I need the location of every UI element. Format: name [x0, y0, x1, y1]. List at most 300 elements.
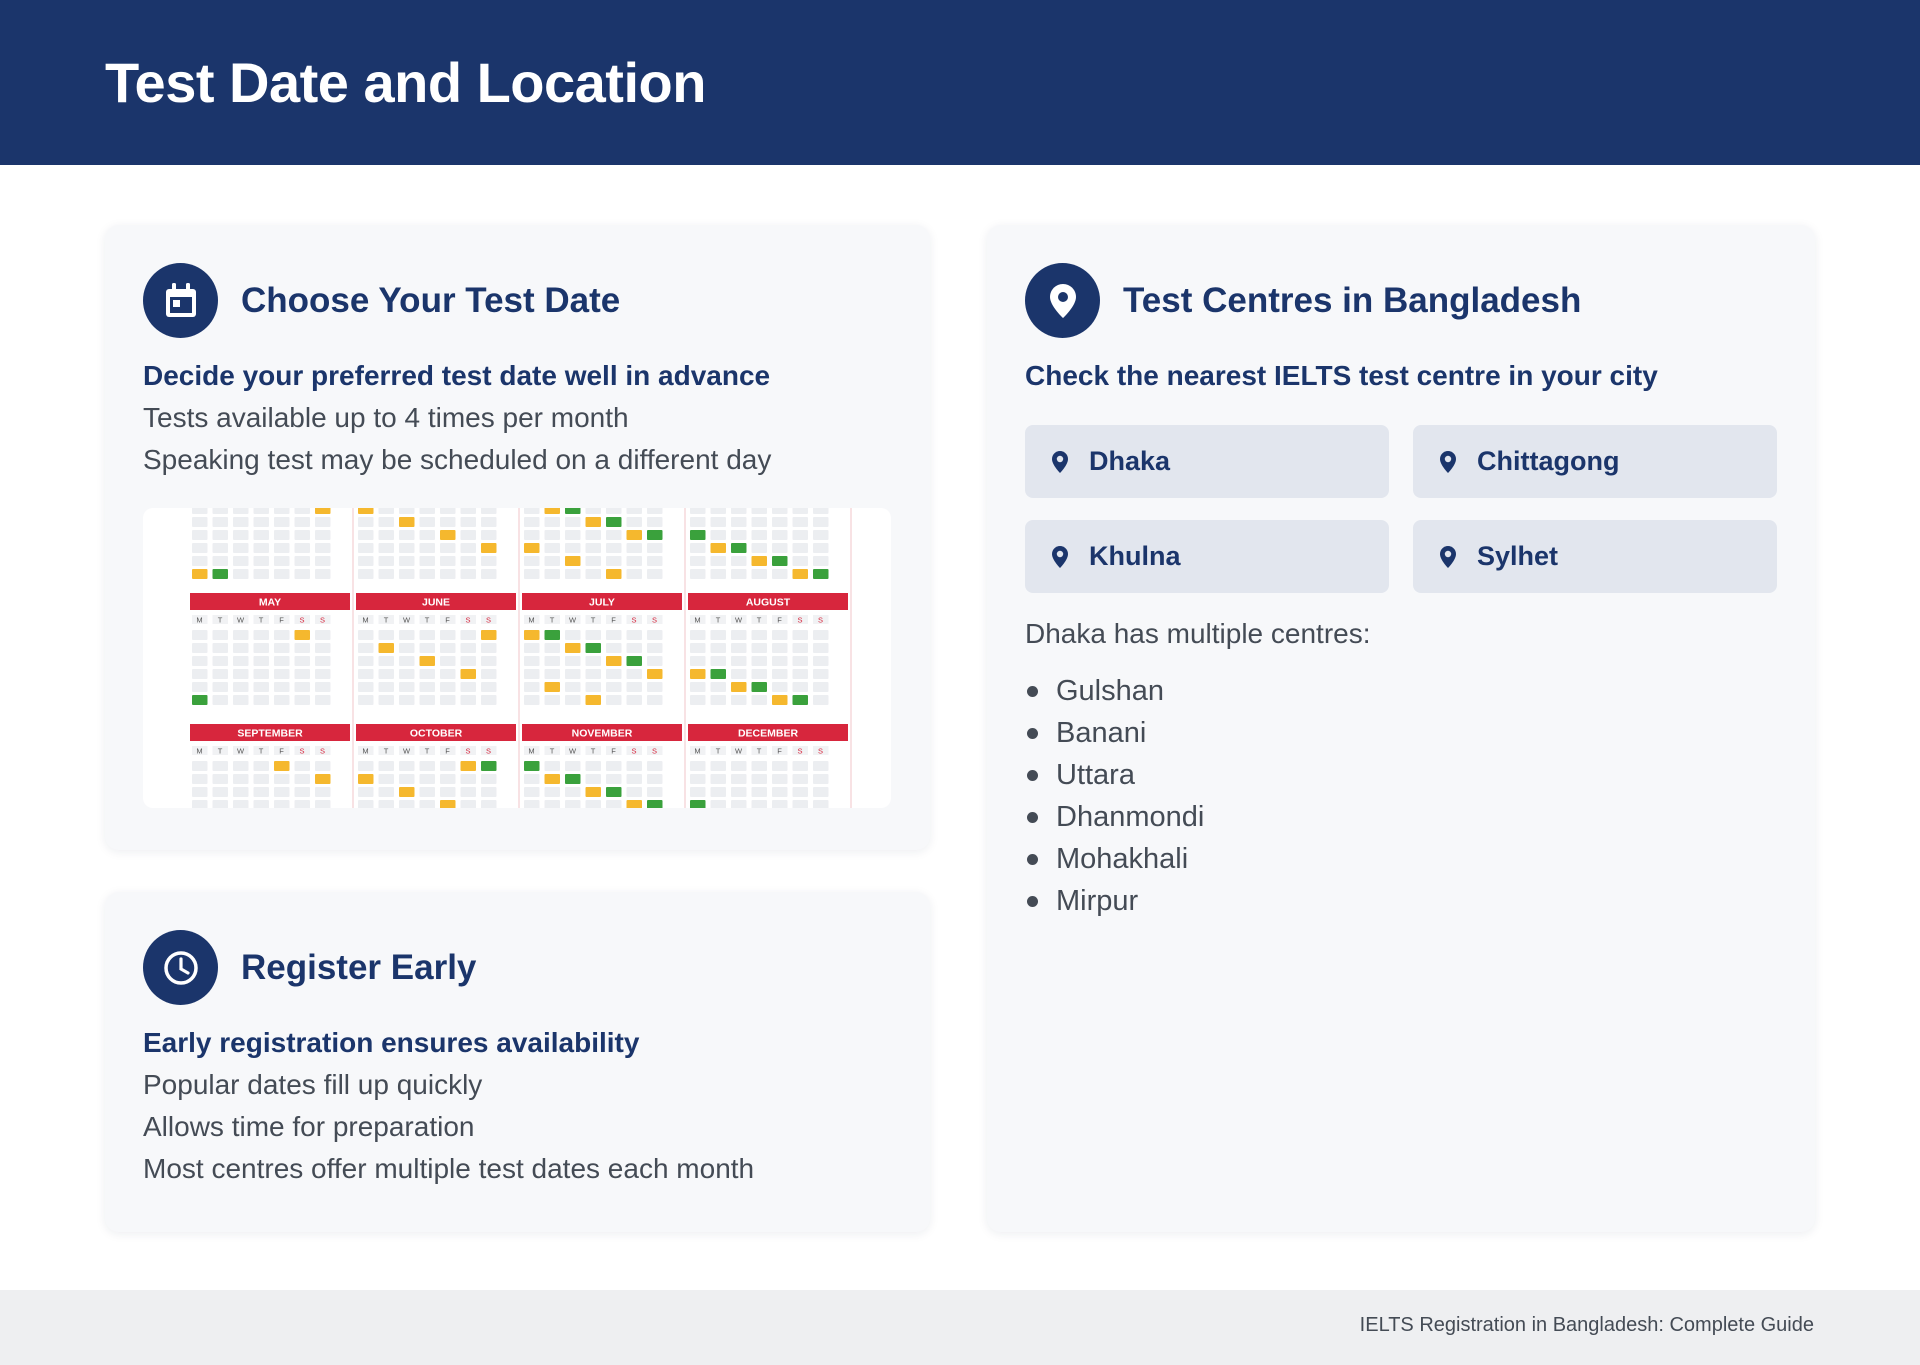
calendar-day	[813, 761, 829, 771]
calendar-day	[565, 682, 581, 692]
calendar-day	[627, 530, 643, 540]
calendar-day	[752, 695, 768, 705]
calendar-day	[399, 656, 415, 666]
calendar-day	[379, 517, 395, 527]
calendar-day	[440, 508, 456, 514]
centre-name: Banani	[1056, 717, 1147, 749]
calendar-day	[358, 656, 374, 666]
calendar-day	[647, 569, 663, 579]
calendar-day	[627, 508, 643, 514]
calendar-day	[420, 517, 436, 527]
calendar-day	[461, 656, 477, 666]
calendar-day	[731, 774, 747, 784]
calendar-day	[481, 556, 497, 566]
weekday-label: W	[236, 746, 245, 756]
calendar-day	[461, 643, 477, 653]
calendar-day	[379, 530, 395, 540]
calendar-day	[565, 517, 581, 527]
calendar-day	[399, 508, 415, 514]
calendar-icon	[143, 263, 218, 338]
calendar-day	[481, 695, 497, 705]
calendar-day	[647, 656, 663, 666]
calendar-day	[545, 800, 561, 808]
calendar-day	[274, 669, 290, 679]
city-tile-dhaka[interactable]	[1025, 425, 1389, 498]
calendar-day	[315, 800, 331, 808]
weekday-label: T	[383, 615, 389, 625]
calendar-day	[254, 800, 270, 808]
calendar-day	[627, 682, 643, 692]
calendar-day	[752, 556, 768, 566]
calendar-day	[565, 530, 581, 540]
weekday-label: F	[777, 746, 782, 756]
calendar-day	[690, 569, 706, 579]
calendar-day	[399, 630, 415, 640]
calendar-day	[545, 695, 561, 705]
calendar-day	[647, 556, 663, 566]
centres-lead: Check the nearest IELTS test centre in your city	[1025, 360, 1658, 391]
calendar-day	[690, 656, 706, 666]
calendar-day	[711, 774, 727, 784]
calendar-day	[731, 800, 747, 808]
calendar-day	[420, 569, 436, 579]
test-date-card-title: Choose Your Test Date	[241, 280, 621, 320]
calendar-day	[690, 643, 706, 653]
weekday-label: W	[402, 746, 411, 756]
calendar-day	[192, 630, 208, 640]
calendar-day	[461, 682, 477, 692]
calendar-day	[793, 761, 809, 771]
calendar-day	[606, 556, 622, 566]
city-tile-sylhet[interactable]	[1413, 520, 1777, 593]
calendar-day	[690, 669, 706, 679]
calendar-day	[192, 543, 208, 553]
calendar-day	[627, 695, 643, 705]
calendar-day	[461, 774, 477, 784]
calendar-day	[379, 682, 395, 692]
calendar-day	[565, 761, 581, 771]
calendar-day	[627, 800, 643, 808]
bullet-icon	[1027, 854, 1038, 865]
weekday-label: W	[402, 615, 411, 625]
calendar-day	[813, 543, 829, 553]
calendar-day	[813, 774, 829, 784]
bullet-icon	[1027, 686, 1038, 697]
calendar-day	[772, 682, 788, 692]
page-header	[0, 0, 1920, 165]
month-label: MAY	[258, 596, 282, 609]
calendar-day	[461, 569, 477, 579]
calendar-day	[627, 643, 643, 653]
calendar-day	[213, 508, 229, 514]
calendar-day	[731, 695, 747, 705]
calendar-day	[213, 517, 229, 527]
centres-card-header	[1025, 263, 1581, 338]
calendar-day	[254, 682, 270, 692]
city-tile-chittagong[interactable]	[1413, 425, 1777, 498]
calendar-day	[481, 517, 497, 527]
month-label: JULY	[589, 596, 615, 609]
calendar-day	[606, 530, 622, 540]
test-centres-card	[987, 225, 1815, 1232]
calendar-day	[627, 543, 643, 553]
weekday-label: W	[734, 615, 743, 625]
calendar-day	[254, 787, 270, 797]
month-label: SEPTEMBER	[237, 727, 303, 740]
weekday-label: S	[465, 746, 471, 756]
calendar-day	[793, 787, 809, 797]
calendar-day	[420, 761, 436, 771]
test-date-lead: Decide your preferred test date well in advance	[143, 360, 771, 391]
calendar-day	[772, 530, 788, 540]
weekday-label: S	[651, 746, 658, 756]
calendar-day	[606, 695, 622, 705]
calendar-day	[793, 800, 809, 808]
map-pin-icon	[1437, 543, 1459, 571]
calendar-day	[379, 774, 395, 784]
calendar-day	[813, 682, 829, 692]
calendar-day	[358, 556, 374, 566]
calendar-day	[524, 695, 540, 705]
weekday-label: S	[485, 615, 492, 625]
calendar-image	[143, 508, 891, 808]
footer-text: IELTS Registration in Bangladesh: Complete Guide	[1359, 1314, 1814, 1336]
calendar-day	[524, 517, 540, 527]
calendar-day	[295, 569, 311, 579]
calendar-day	[793, 695, 809, 705]
calendar-day	[192, 569, 208, 579]
calendar-day	[274, 508, 290, 514]
month-label: JUNE	[421, 596, 451, 609]
weekday-label: S	[797, 615, 803, 625]
calendar-day	[295, 669, 311, 679]
calendar-day	[461, 630, 477, 640]
calendar-day	[813, 669, 829, 679]
weekday-label: S	[485, 746, 492, 756]
calendar-day	[711, 656, 727, 666]
calendar-day	[565, 695, 581, 705]
register-line: Popular dates fill up quickly	[143, 1069, 483, 1100]
calendar-day	[254, 669, 270, 679]
calendar-day	[565, 508, 581, 514]
calendar-day	[213, 630, 229, 640]
weekday-label: F	[445, 615, 450, 625]
calendar-day	[545, 517, 561, 527]
weekday-label: S	[299, 615, 305, 625]
weekday-label: M	[362, 615, 369, 625]
calendar-day	[565, 643, 581, 653]
calendar-day	[481, 787, 497, 797]
calendar-day	[545, 787, 561, 797]
calendar-day	[793, 656, 809, 666]
calendar-day	[586, 682, 602, 692]
calendar-day	[545, 569, 561, 579]
calendar-day	[192, 761, 208, 771]
calendar-day	[358, 508, 374, 514]
calendar-day	[440, 761, 456, 771]
calendar-day	[752, 508, 768, 514]
calendar-day	[627, 569, 643, 579]
weekday-label: F	[777, 615, 782, 625]
month-label: NOVEMBER	[571, 727, 633, 740]
calendar-day	[213, 800, 229, 808]
calendar-day	[420, 669, 436, 679]
calendar-day	[358, 630, 374, 640]
calendar-day	[274, 787, 290, 797]
calendar-day	[420, 787, 436, 797]
calendar-day	[461, 695, 477, 705]
calendar-day	[295, 656, 311, 666]
calendar-day	[752, 787, 768, 797]
calendar-day	[524, 669, 540, 679]
calendar-day	[627, 787, 643, 797]
calendar-day	[731, 669, 747, 679]
calendar-day	[254, 517, 270, 527]
calendar-day	[647, 517, 663, 527]
calendar-day	[440, 669, 456, 679]
calendar-day	[274, 695, 290, 705]
calendar-day	[192, 508, 208, 514]
weekday-label: S	[299, 746, 305, 756]
calendar-day	[690, 517, 706, 527]
calendar-day	[315, 774, 331, 784]
calendar-day	[772, 787, 788, 797]
calendar-day	[274, 556, 290, 566]
calendar-day	[752, 800, 768, 808]
weekday-label: F	[445, 746, 450, 756]
calendar-day	[481, 774, 497, 784]
calendar-day	[586, 543, 602, 553]
calendar-day	[192, 682, 208, 692]
calendar-day	[213, 669, 229, 679]
calendar-day	[752, 569, 768, 579]
calendar-day	[358, 682, 374, 692]
weekday-label: T	[383, 746, 389, 756]
calendar-day	[192, 800, 208, 808]
calendar-day	[813, 517, 829, 527]
calendar-day	[440, 787, 456, 797]
calendar-day	[233, 787, 249, 797]
calendar-day	[772, 543, 788, 553]
calendar-day	[481, 543, 497, 553]
calendar-day	[752, 543, 768, 553]
calendar-day	[192, 517, 208, 527]
calendar-day	[295, 643, 311, 653]
weekday-label: S	[817, 746, 824, 756]
calendar-day	[233, 569, 249, 579]
calendar-day	[524, 656, 540, 666]
calendar-day	[606, 517, 622, 527]
calendar-day	[440, 569, 456, 579]
calendar-day	[379, 695, 395, 705]
calendar-day	[440, 630, 456, 640]
calendar-day	[399, 569, 415, 579]
calendar-day	[274, 761, 290, 771]
calendar-day	[813, 787, 829, 797]
calendar-day	[192, 656, 208, 666]
calendar-day	[813, 800, 829, 808]
calendar-day	[565, 630, 581, 640]
calendar-day	[772, 517, 788, 527]
city-name: Dhaka	[1089, 446, 1171, 476]
calendar-day	[399, 800, 415, 808]
calendar-day	[213, 787, 229, 797]
bullet-icon	[1027, 770, 1038, 781]
calendar-day	[254, 643, 270, 653]
calendar-day	[524, 569, 540, 579]
calendar-day	[295, 630, 311, 640]
weekday-label: M	[528, 746, 535, 756]
centre-name: Mohakhali	[1056, 843, 1189, 875]
weekday-label: T	[217, 746, 223, 756]
calendar-day	[545, 543, 561, 553]
calendar-day	[772, 508, 788, 514]
calendar-day	[565, 774, 581, 784]
calendar-day	[379, 630, 395, 640]
calendar-day	[524, 543, 540, 553]
calendar-day	[813, 508, 829, 514]
calendar-day	[586, 643, 602, 653]
calendar-day	[461, 669, 477, 679]
calendar-day	[752, 630, 768, 640]
city-name: Khulna	[1089, 541, 1181, 571]
calendar-day	[440, 682, 456, 692]
calendar-day	[254, 508, 270, 514]
calendar-day	[647, 669, 663, 679]
weekday-label: S	[651, 615, 658, 625]
calendar-day	[213, 774, 229, 784]
calendar-day	[254, 774, 270, 784]
weekday-label: S	[319, 615, 326, 625]
test-date-line: Tests available up to 4 times per month	[143, 402, 629, 433]
calendar-day	[213, 695, 229, 705]
weekday-label: F	[611, 615, 616, 625]
calendar-day	[213, 761, 229, 771]
calendar-day	[586, 530, 602, 540]
page-title: Test Date and Location	[105, 51, 706, 114]
calendar-day	[295, 787, 311, 797]
weekday-label: T	[590, 615, 596, 625]
calendar-day	[358, 800, 374, 808]
calendar-day	[420, 695, 436, 705]
list-item	[1025, 712, 1204, 754]
calendar-day	[793, 669, 809, 679]
calendar-day	[481, 656, 497, 666]
calendar-day	[461, 787, 477, 797]
calendar-day	[399, 761, 415, 771]
calendar-day	[606, 630, 622, 640]
calendar-day	[295, 800, 311, 808]
centres-card-title: Test Centres in Bangladesh	[1123, 280, 1582, 320]
calendar-day	[295, 556, 311, 566]
weekday-label: T	[217, 615, 223, 625]
calendar-day	[481, 761, 497, 771]
register-card-title: Register Early	[241, 947, 477, 987]
list-item	[1025, 880, 1204, 922]
weekday-label: F	[279, 615, 284, 625]
calendar-day	[315, 682, 331, 692]
calendar-day	[481, 643, 497, 653]
calendar-day	[399, 787, 415, 797]
calendar-day	[647, 682, 663, 692]
calendar-day	[358, 643, 374, 653]
calendar-day	[315, 517, 331, 527]
calendar-day	[233, 508, 249, 514]
calendar-day	[752, 682, 768, 692]
calendar-day	[481, 669, 497, 679]
calendar-day	[379, 556, 395, 566]
calendar-day	[711, 517, 727, 527]
calendar-day	[213, 556, 229, 566]
calendar-day	[481, 569, 497, 579]
calendar-day	[586, 669, 602, 679]
map-pin-icon	[1025, 263, 1100, 338]
clock-icon	[143, 930, 218, 1005]
calendar-day	[192, 530, 208, 540]
calendar-day	[545, 530, 561, 540]
calendar-day	[315, 787, 331, 797]
calendar-day	[358, 695, 374, 705]
calendar-day	[399, 543, 415, 553]
calendar-day	[545, 643, 561, 653]
calendar-day	[647, 774, 663, 784]
calendar-day	[711, 643, 727, 653]
calendar-day	[813, 530, 829, 540]
calendar-day	[295, 508, 311, 514]
weekday-label: M	[196, 615, 203, 625]
register-card-header	[143, 930, 476, 1005]
calendar-day	[565, 669, 581, 679]
calendar-day	[647, 530, 663, 540]
calendar-day	[358, 543, 374, 553]
calendar-day	[440, 530, 456, 540]
calendar-day	[358, 569, 374, 579]
calendar-day	[731, 643, 747, 653]
calendar-day	[379, 508, 395, 514]
calendar-day	[233, 556, 249, 566]
calendar-day	[690, 682, 706, 692]
calendar-day	[274, 630, 290, 640]
calendar-day	[627, 556, 643, 566]
calendar-day	[440, 643, 456, 653]
calendar-day	[379, 656, 395, 666]
calendar-day	[524, 800, 540, 808]
page-footer	[0, 1290, 1920, 1365]
calendar-day	[793, 556, 809, 566]
calendar-day	[420, 508, 436, 514]
centre-name: Mirpur	[1056, 885, 1139, 917]
calendar-day	[690, 761, 706, 771]
calendar-day	[274, 774, 290, 784]
bullet-icon	[1027, 812, 1038, 823]
calendar-day	[399, 530, 415, 540]
city-tile-khulna[interactable]	[1025, 520, 1389, 593]
weekday-label: M	[362, 746, 369, 756]
calendar-day	[524, 774, 540, 784]
centre-name: Gulshan	[1056, 675, 1165, 707]
calendar-day	[586, 800, 602, 808]
calendar-day	[254, 556, 270, 566]
calendar-day	[772, 761, 788, 771]
calendar-day	[627, 517, 643, 527]
calendar-day	[647, 787, 663, 797]
calendar-day	[772, 695, 788, 705]
calendar-day	[399, 517, 415, 527]
calendar-day	[440, 543, 456, 553]
calendar-day	[254, 543, 270, 553]
calendar-day	[627, 656, 643, 666]
calendar-day	[813, 556, 829, 566]
